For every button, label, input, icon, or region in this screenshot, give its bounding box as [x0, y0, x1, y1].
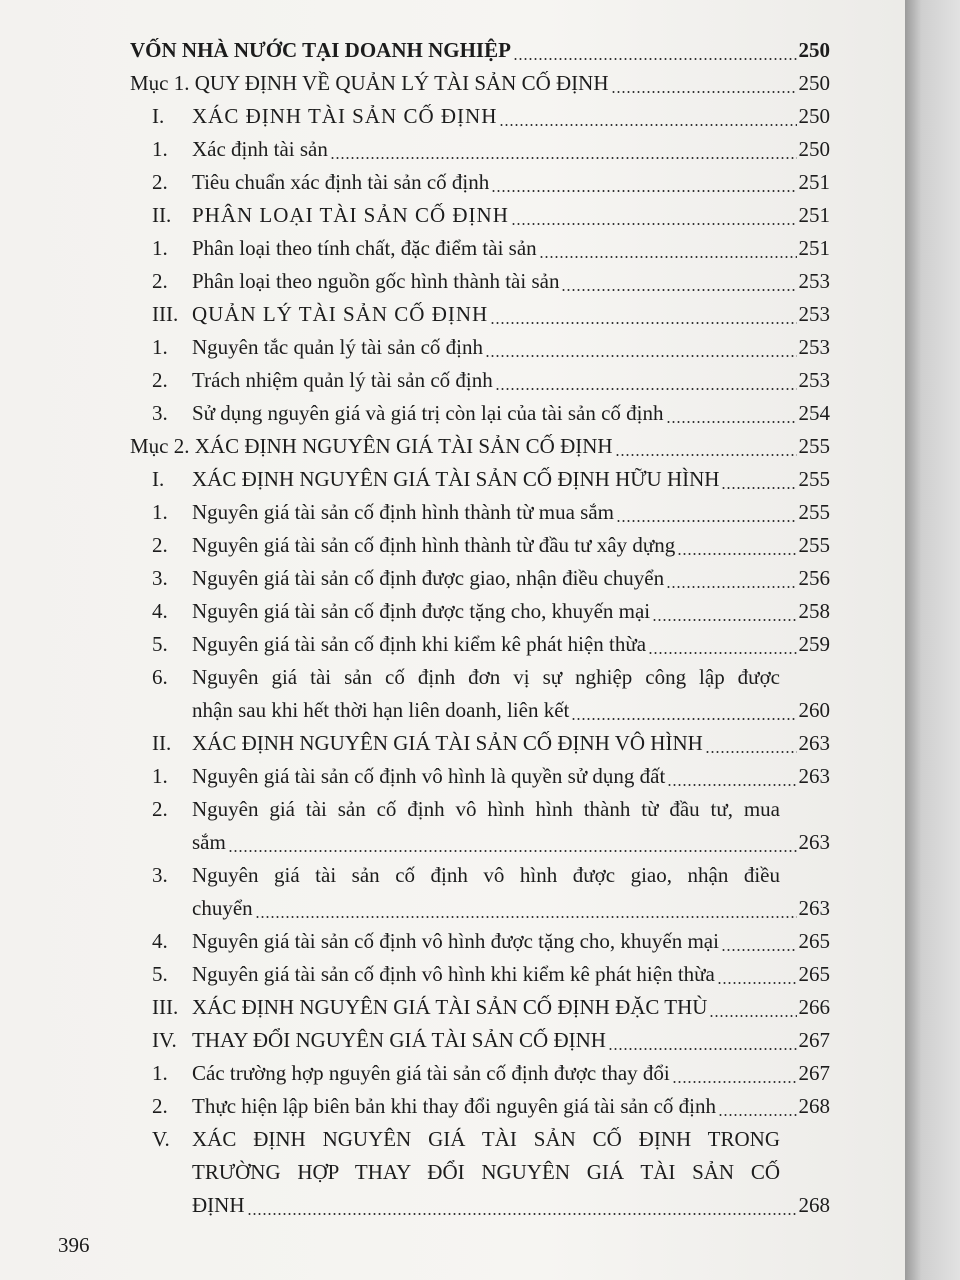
leader-dots	[721, 487, 796, 489]
toc-title: Nguyên giá tài sản cố định đơn vị sự nghiệp công lập được	[192, 665, 780, 689]
toc-number: 1.	[152, 335, 168, 359]
leader-dots	[616, 520, 797, 522]
toc-number-spacer	[152, 1156, 192, 1189]
toc-entry	[130, 133, 830, 166]
leader-dots	[721, 949, 797, 951]
toc-page: 263	[798, 764, 830, 788]
toc-number: 2.	[152, 533, 168, 557]
toc-entry	[130, 265, 830, 298]
toc-number: 6.	[152, 665, 168, 689]
leader-dots	[539, 256, 797, 258]
toc-title: Nguyên giá tài sản cố định vô hình hình thành từ đầu tư, mua	[192, 797, 780, 821]
toc-title: Mục 2. XÁC ĐỊNH NGUYÊN GIÁ TÀI SẢN CỐ ĐỊNH	[130, 434, 613, 458]
toc-title: Trách nhiệm quản lý tài sản cố định	[192, 368, 493, 392]
toc-page: 250	[798, 71, 830, 95]
toc-entry	[130, 298, 830, 331]
leader-dots	[615, 454, 797, 456]
toc-title-continued: sắm	[192, 830, 226, 854]
toc-number: I.	[152, 467, 165, 491]
toc-title: Các trường hợp nguyên giá tài sản cố định được thay đổi	[192, 1061, 670, 1085]
toc-page: 265	[798, 929, 830, 953]
leader-dots	[330, 157, 797, 159]
toc-number: 2.	[152, 170, 168, 194]
toc-entry	[130, 793, 830, 859]
toc-title: VỐN NHÀ NƯỚC TẠI DOANH NGHIỆP	[130, 38, 511, 62]
toc-page: 263	[798, 830, 830, 854]
toc-page: 259	[798, 632, 830, 656]
toc-page: 255	[798, 500, 830, 524]
toc-page: 251	[798, 203, 830, 227]
leader-dots	[666, 421, 797, 423]
table-of-contents	[130, 34, 830, 1222]
leader-dots	[495, 388, 797, 390]
toc-number: 2.	[152, 797, 168, 821]
toc-number: 1.	[152, 137, 168, 161]
toc-page: 250	[798, 104, 830, 128]
toc-title: QUẢN LÝ TÀI SẢN CỐ ĐỊNH	[192, 302, 489, 326]
toc-entry	[130, 1024, 830, 1057]
leader-dots	[611, 91, 797, 93]
toc-title-continued: chuyển	[192, 896, 253, 920]
toc-title: XÁC ĐỊNH NGUYÊN GIÁ TÀI SẢN CỐ ĐỊNH ĐẶC THÙ	[192, 995, 708, 1019]
toc-entry	[130, 1057, 830, 1090]
toc-title: Thực hiện lập biên bản khi thay đổi nguyên giá tài sản cố định	[192, 1094, 717, 1118]
toc-title: Nguyên giá tài sản cố định hình thành từ đầu tư xây dựng	[192, 533, 676, 557]
toc-number: 3.	[152, 401, 168, 425]
toc-page: 251	[798, 236, 830, 260]
toc-title-continued: nhận sau khi hết thời hạn liên doanh, liên kết	[192, 698, 570, 722]
toc-title: Nguyên tắc quản lý tài sản cố định	[192, 335, 484, 359]
leader-dots	[667, 784, 796, 786]
toc-page: 263	[798, 731, 830, 755]
toc-number: I.	[152, 104, 165, 128]
leader-dots	[228, 850, 797, 852]
toc-entry	[130, 496, 830, 529]
toc-entry	[130, 562, 830, 595]
leader-dots	[718, 1114, 796, 1116]
leader-dots	[677, 553, 796, 555]
leader-dots	[491, 190, 796, 192]
toc-number: II.	[152, 203, 172, 227]
toc-title: Nguyên giá tài sản cố định vô hình được giao, nhận điều	[192, 863, 780, 887]
page-number: 396	[58, 1233, 90, 1257]
leader-dots	[672, 1081, 797, 1083]
toc-title: Xác định tài sản	[192, 137, 328, 161]
toc-entry	[130, 34, 830, 67]
toc-title: XÁC ĐỊNH TÀI SẢN CỐ ĐỊNH	[192, 104, 498, 128]
toc-entry	[130, 463, 830, 496]
leader-dots	[652, 619, 796, 621]
toc-number: 1.	[152, 764, 168, 788]
toc-entry	[130, 1090, 830, 1123]
toc-entry	[130, 760, 830, 793]
toc-number: IV.	[152, 1028, 177, 1052]
toc-number: V.	[152, 1127, 170, 1151]
toc-entry	[130, 166, 830, 199]
toc-entry	[130, 397, 830, 430]
toc-number: 3.	[152, 863, 168, 887]
toc-page: 263	[798, 896, 830, 920]
leader-dots	[717, 982, 797, 984]
toc-page: 268	[798, 1193, 830, 1217]
toc-number: 1.	[152, 1061, 168, 1085]
toc-title: Nguyên giá tài sản cố định được tặng cho, khuyến mại	[192, 599, 651, 623]
leader-dots	[571, 718, 796, 720]
toc-entry	[130, 430, 830, 463]
leader-dots	[247, 1213, 797, 1215]
toc-title: PHÂN LOẠI TÀI SẢN CỐ ĐỊNH	[192, 203, 509, 227]
toc-number: III.	[152, 302, 179, 326]
toc-title: Nguyên giá tài sản cố định hình thành từ mua sắm	[192, 500, 614, 524]
toc-page: 253	[798, 302, 830, 326]
toc-page: 267	[798, 1061, 830, 1085]
toc-title: Phân loại theo nguồn gốc hình thành tài sản	[192, 269, 560, 293]
toc-title: Mục 1. QUY ĐỊNH VỀ QUẢN LÝ TÀI SẢN CỐ ĐỊNH	[130, 71, 609, 95]
toc-title: XÁC ĐỊNH NGUYÊN GIÁ TÀI SẢN CỐ ĐỊNH TRONG	[192, 1127, 780, 1151]
toc-page: 254	[798, 401, 830, 425]
toc-number: III.	[152, 995, 179, 1019]
toc-title: Phân loại theo tính chất, đặc điểm tài sản	[192, 236, 537, 260]
toc-page: 253	[798, 335, 830, 359]
toc-page: 258	[798, 599, 830, 623]
toc-page: 255	[798, 434, 830, 458]
toc-title: Nguyên giá tài sản cố định vô hình khi kiểm kê phát hiện thừa	[192, 962, 715, 986]
toc-title: Tiêu chuẩn xác định tài sản cố định	[192, 170, 490, 194]
leader-dots	[255, 916, 797, 918]
toc-page: 265	[798, 962, 830, 986]
toc-page: 256	[798, 566, 830, 590]
toc-title: THAY ĐỔI NGUYÊN GIÁ TÀI SẢN CỐ ĐỊNH	[192, 1028, 606, 1052]
toc-entry	[130, 595, 830, 628]
toc-title: XÁC ĐỊNH NGUYÊN GIÁ TÀI SẢN CỐ ĐỊNH VÔ HÌNH	[192, 731, 703, 755]
toc-entry	[130, 529, 830, 562]
leader-dots	[490, 322, 796, 324]
leader-dots	[709, 1015, 796, 1017]
leader-dots	[648, 652, 796, 654]
toc-title: Nguyên giá tài sản cố định vô hình là quyền sử dụng đất	[192, 764, 666, 788]
toc-entry	[130, 67, 830, 100]
toc-title-continued: TRƯỜNG HỢP THAY ĐỔI NGUYÊN GIÁ TÀI SẢN CỐ	[192, 1160, 780, 1184]
toc-page: 267	[798, 1028, 830, 1052]
toc-page: 268	[798, 1094, 830, 1118]
toc-entry	[130, 100, 830, 133]
toc-title: Nguyên giá tài sản cố định khi kiểm kê phát hiện thừa	[192, 632, 647, 656]
toc-entry	[130, 727, 830, 760]
leader-dots	[513, 58, 797, 60]
toc-page: 250	[798, 137, 830, 161]
toc-entry	[130, 1123, 830, 1222]
toc-number: 3.	[152, 566, 168, 590]
toc-number: 1.	[152, 236, 168, 260]
leader-dots	[499, 124, 796, 126]
toc-entry	[130, 628, 830, 661]
toc-page: 253	[798, 368, 830, 392]
toc-number: 5.	[152, 632, 168, 656]
toc-entry	[130, 958, 830, 991]
toc-number: 2.	[152, 368, 168, 392]
leader-dots	[666, 586, 796, 588]
toc-entry	[130, 991, 830, 1024]
toc-entry	[130, 364, 830, 397]
toc-number: 5.	[152, 962, 168, 986]
toc-title-continued: ĐỊNH	[192, 1193, 245, 1217]
page-edge	[905, 0, 960, 1280]
toc-page: 255	[798, 533, 830, 557]
toc-entry	[130, 331, 830, 364]
toc-entry	[130, 199, 830, 232]
toc-title: XÁC ĐỊNH NGUYÊN GIÁ TÀI SẢN CỐ ĐỊNH HỮU HÌNH	[192, 467, 720, 491]
toc-entry	[130, 661, 830, 727]
toc-page: 266	[798, 995, 830, 1019]
toc-title: Sử dụng nguyên giá và giá trị còn lại của tài sản cố định	[192, 401, 664, 425]
toc-page: 251	[798, 170, 830, 194]
toc-page: 260	[798, 698, 830, 722]
leader-dots	[561, 289, 796, 291]
toc-page: 253	[798, 269, 830, 293]
toc-page: 255	[798, 467, 830, 491]
toc-entry	[130, 859, 830, 925]
toc-number: II.	[152, 731, 172, 755]
toc-title: Nguyên giá tài sản cố định được giao, nhận điều chuyển	[192, 566, 665, 590]
toc-entry	[130, 232, 830, 265]
leader-dots	[511, 223, 797, 225]
toc-title: Nguyên giá tài sản cố định vô hình được tặng cho, khuyến mại	[192, 929, 719, 953]
leader-dots	[608, 1048, 797, 1050]
toc-number: 1.	[152, 500, 168, 524]
toc-number: 2.	[152, 1094, 168, 1118]
leader-dots	[485, 355, 796, 357]
toc-number: 4.	[152, 599, 168, 623]
toc-number: 2.	[152, 269, 168, 293]
leader-dots	[705, 751, 797, 753]
toc-entry	[130, 925, 830, 958]
toc-number: 4.	[152, 929, 168, 953]
toc-page: 250	[798, 38, 830, 62]
